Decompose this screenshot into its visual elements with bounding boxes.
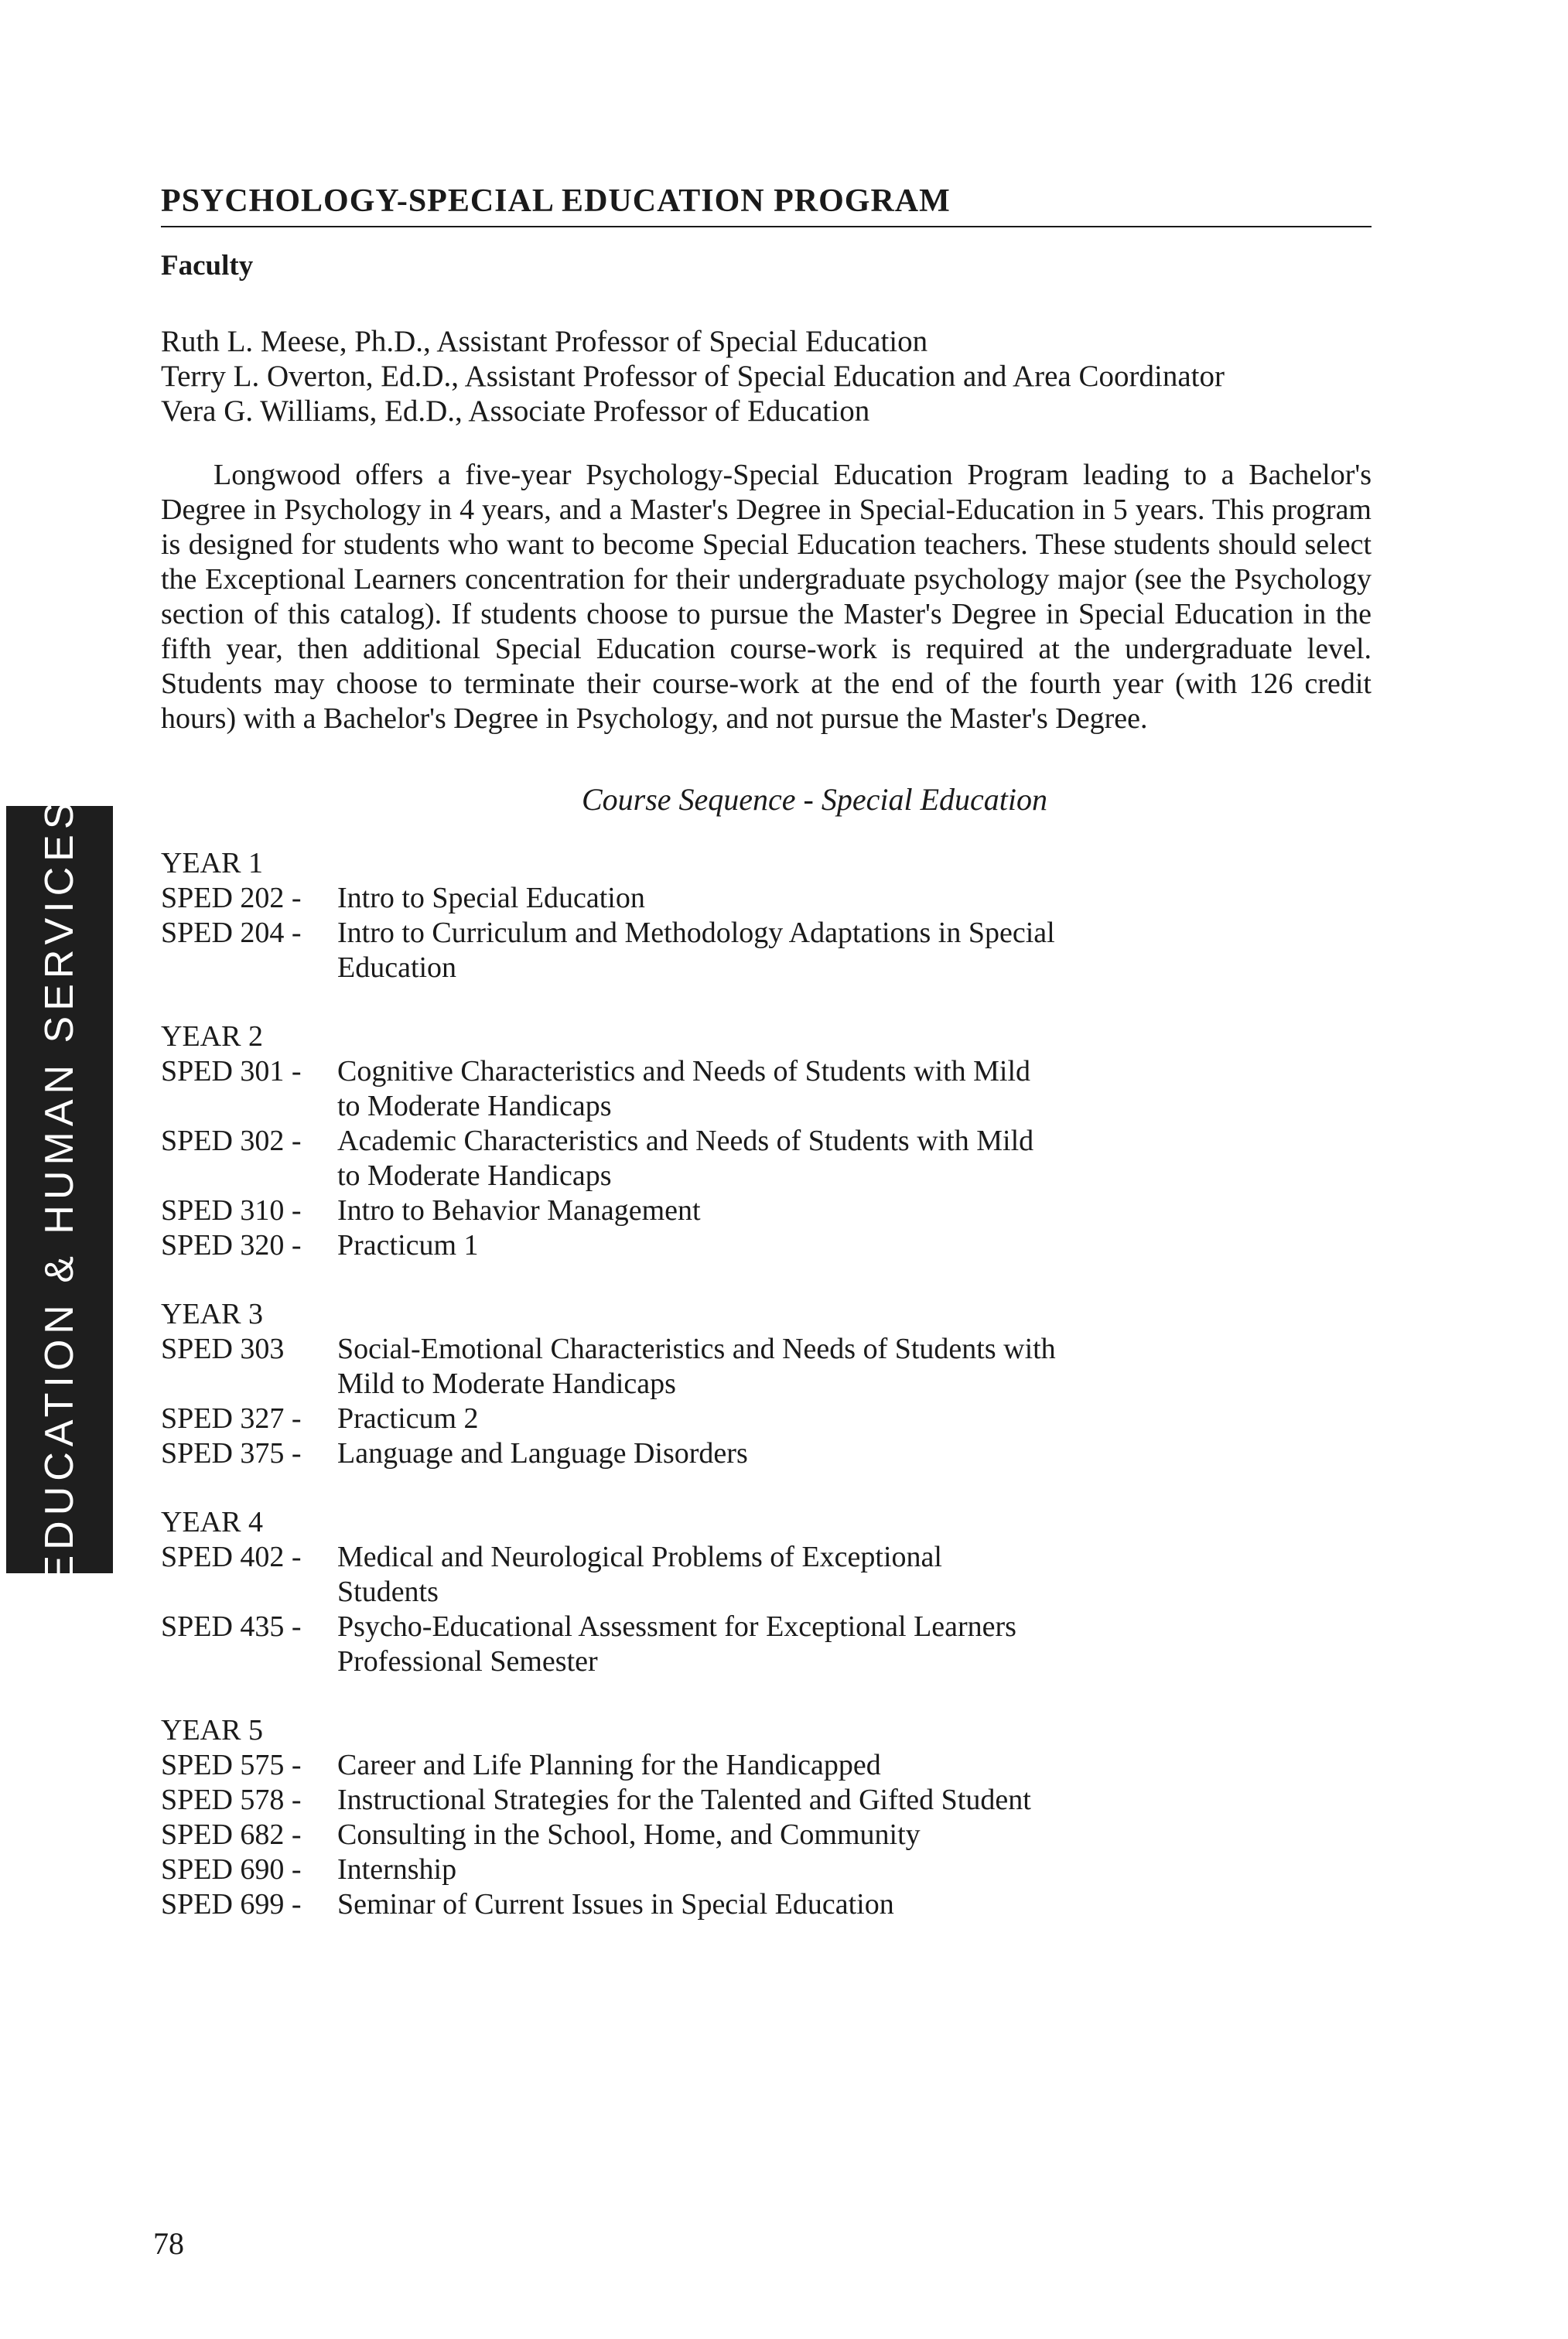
title-divider bbox=[161, 226, 1372, 227]
course-title: Cognitive Characteristics and Needs of Students with Mild to Moderate Handicaps bbox=[337, 1054, 1031, 1122]
year-block bbox=[161, 1019, 1375, 1263]
course-row bbox=[161, 1436, 1375, 1471]
course-title: Practicum 1 bbox=[337, 1228, 479, 1262]
year-label: YEAR 4 bbox=[161, 1505, 263, 1538]
page-content bbox=[161, 183, 1375, 1956]
course-title: Medical and Neurological Problems of Exceptional Students bbox=[337, 1540, 942, 1608]
course-code: SPED 303 bbox=[161, 1332, 285, 1365]
course-row bbox=[161, 1193, 1375, 1228]
year-block bbox=[161, 1713, 1375, 1922]
course-row bbox=[161, 1054, 1375, 1124]
year-label: YEAR 2 bbox=[161, 1019, 263, 1053]
intro-paragraph: Longwood offers a five-year Psychology-Special Education Program leading to a Bachelor's Degree in Psychology in 4 years, and a Master's Degree in Special-Education in 5 years. This program is designed for students who want to become Special Education teachers. These students should select the Exceptional Learners concentration for their undergraduate psychology major (see the Psychology section of this catalog). If students choose to pursue the Master's Degree in Special Education in the fifth year, then additional Special Education course-work is required at the undergraduate level. Students may choose to terminate their course-work at the end of the fourth year (with 126 credit hours) with a Bachelor's Degree in Psychology, and not pursue the Master's Degree. bbox=[161, 458, 1372, 735]
course-title: Intro to Behavior Management bbox=[337, 1193, 701, 1227]
course-row bbox=[161, 1852, 1375, 1887]
faculty-heading: Faculty bbox=[161, 250, 254, 282]
course-row bbox=[161, 1332, 1375, 1402]
side-tab-label: EDUCATION & HUMAN SERVICES bbox=[37, 797, 82, 1583]
course-code: SPED 301 - bbox=[161, 1054, 302, 1088]
course-row bbox=[161, 916, 1375, 985]
year-label: YEAR 3 bbox=[161, 1297, 263, 1330]
course-code: SPED 310 - bbox=[161, 1193, 302, 1227]
course-code: SPED 204 - bbox=[161, 916, 302, 949]
course-row bbox=[161, 881, 1375, 916]
course-code: SPED 699 - bbox=[161, 1887, 302, 1921]
year-label: YEAR 1 bbox=[161, 846, 263, 879]
course-row bbox=[161, 1887, 1375, 1922]
course-code: SPED 690 - bbox=[161, 1852, 302, 1886]
course-code: SPED 575 - bbox=[161, 1748, 302, 1781]
course-code: SPED 302 - bbox=[161, 1124, 302, 1157]
course-row bbox=[161, 1748, 1375, 1783]
course-row bbox=[161, 1540, 1375, 1610]
course-code: SPED 375 - bbox=[161, 1436, 302, 1470]
year-label: YEAR 5 bbox=[161, 1713, 263, 1747]
course-code: SPED 202 - bbox=[161, 881, 302, 914]
course-title: Internship bbox=[337, 1852, 457, 1886]
course-title: Practicum 2 bbox=[337, 1402, 479, 1435]
course-title: Language and Language Disorders bbox=[337, 1436, 748, 1470]
course-row bbox=[161, 1402, 1375, 1436]
faculty-member: Terry L. Overton, Ed.D., Assistant Professor of Special Education and Area Coordinator bbox=[161, 359, 1225, 393]
faculty-list bbox=[161, 324, 1375, 429]
course-title: Psycho-Educational Assessment for Exceptional Learners Professional Semester bbox=[337, 1610, 1016, 1678]
year-block bbox=[161, 1297, 1375, 1471]
course-code: SPED 327 - bbox=[161, 1402, 302, 1435]
faculty-member: Vera G. Williams, Ed.D., Associate Professor of Education bbox=[161, 394, 870, 428]
page-number: 78 bbox=[153, 2226, 184, 2261]
course-code: SPED 320 - bbox=[161, 1228, 302, 1262]
year-block bbox=[161, 1505, 1375, 1679]
course-row bbox=[161, 1783, 1375, 1818]
side-tab bbox=[6, 797, 113, 1583]
course-row bbox=[161, 1818, 1375, 1852]
course-row bbox=[161, 1228, 1375, 1263]
course-title: Seminar of Current Issues in Special Education bbox=[337, 1887, 894, 1921]
course-title: Instructional Strategies for the Talented and Gifted Student bbox=[337, 1783, 1031, 1816]
course-title: Intro to Special Education bbox=[337, 881, 645, 914]
course-row bbox=[161, 1610, 1375, 1679]
course-code: SPED 578 - bbox=[161, 1783, 302, 1816]
course-title: Career and Life Planning for the Handicapped bbox=[337, 1748, 881, 1781]
course-title: Intro to Curriculum and Methodology Adaptations in Special Education bbox=[337, 916, 1055, 984]
year-block bbox=[161, 846, 1375, 985]
course-row bbox=[161, 1124, 1375, 1193]
course-title: Academic Characteristics and Needs of Students with Mild to Moderate Handicaps bbox=[337, 1124, 1034, 1192]
course-code: SPED 435 - bbox=[161, 1610, 302, 1643]
faculty-member: Ruth L. Meese, Ph.D., Assistant Professor of Special Education bbox=[161, 324, 928, 358]
course-title: Consulting in the School, Home, and Community bbox=[337, 1818, 921, 1851]
course-sequence-title: Course Sequence - Special Education bbox=[581, 781, 1048, 817]
course-title: Social-Emotional Characteristics and Needs of Students with Mild to Moderate Handicaps bbox=[337, 1332, 1056, 1400]
page-title: PSYCHOLOGY-SPECIAL EDUCATION PROGRAM bbox=[161, 183, 951, 219]
course-sequence bbox=[161, 846, 1375, 1922]
course-code: SPED 682 - bbox=[161, 1818, 302, 1851]
course-code: SPED 402 - bbox=[161, 1540, 302, 1573]
